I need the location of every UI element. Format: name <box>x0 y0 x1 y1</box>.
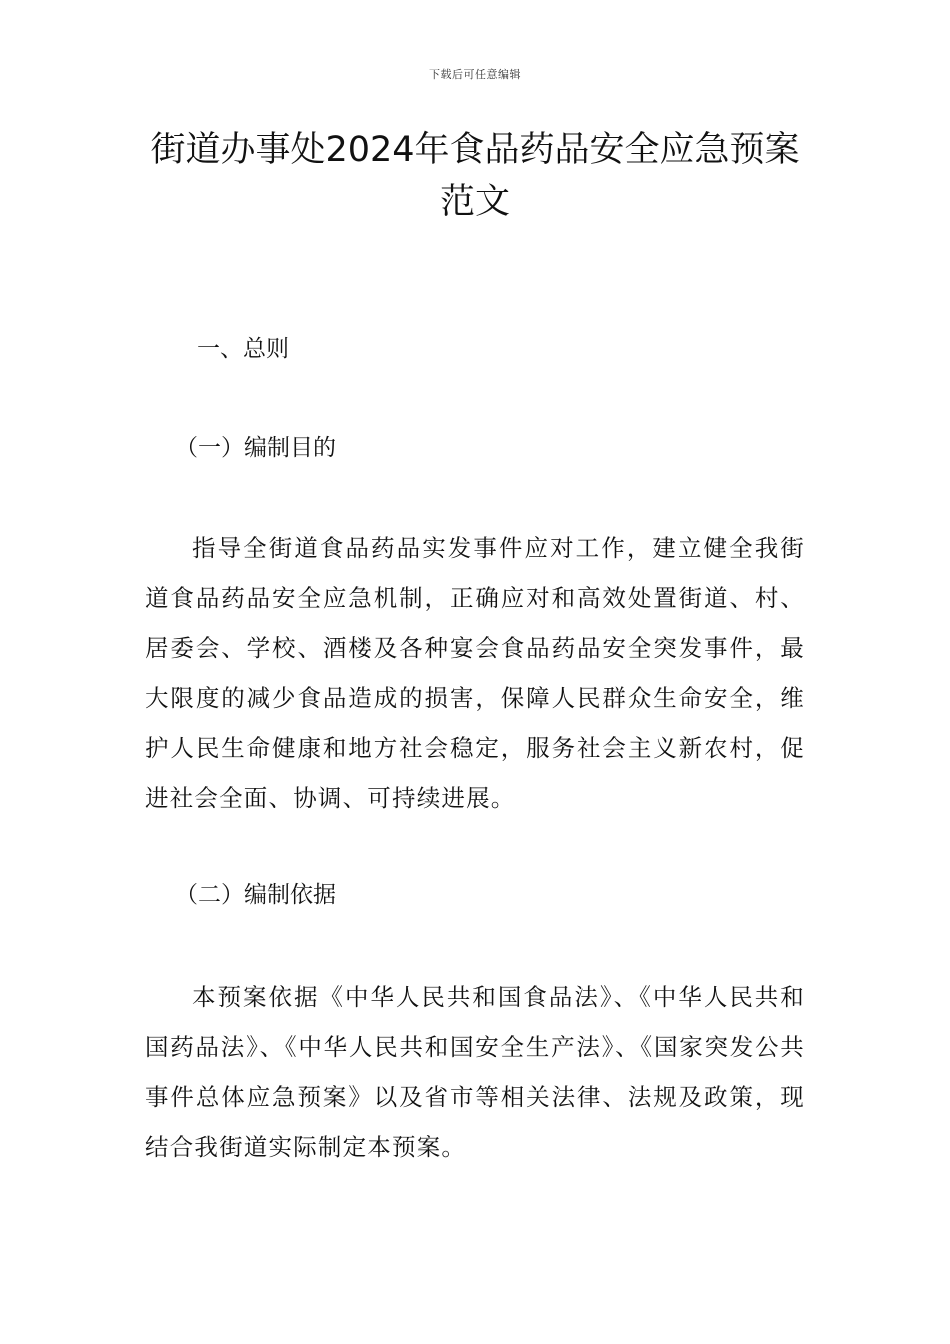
header-note: 下载后可任意编辑 <box>429 68 521 81</box>
paragraph-purpose: 指导全街道食品药品实发事件应对工作，建立健全我街道食品药品安全应急机制，正确应对和高效处置街道、村、居委会、学校、酒楼及各种宴会食品药品安全突发事件，最大限度的减少食品造成的损害，保障人民群众生命安全，维护人民生命健康和地方社会稳定，服务社会主义新农村，促进社会全面、协调、可持续进展。 <box>145 534 805 812</box>
subsection-heading-purpose: （一）编制目的 <box>175 435 336 461</box>
document-title: 街道办事处2024年食品药品安全应急预案范文 <box>150 130 800 222</box>
section-heading-general: 一、总则 <box>197 336 289 362</box>
subsection-heading-basis: （二）编制依据 <box>175 882 336 908</box>
paragraph-basis: 本预案依据《中华人民共和国食品法》、《中华人民共和国药品法》、《中华人民共和国安全生产法》、《国家突发公共事件总体应急预案》以及省市等相关法律、法规及政策，现结合我街道实际制定本预案。 <box>145 983 805 1161</box>
